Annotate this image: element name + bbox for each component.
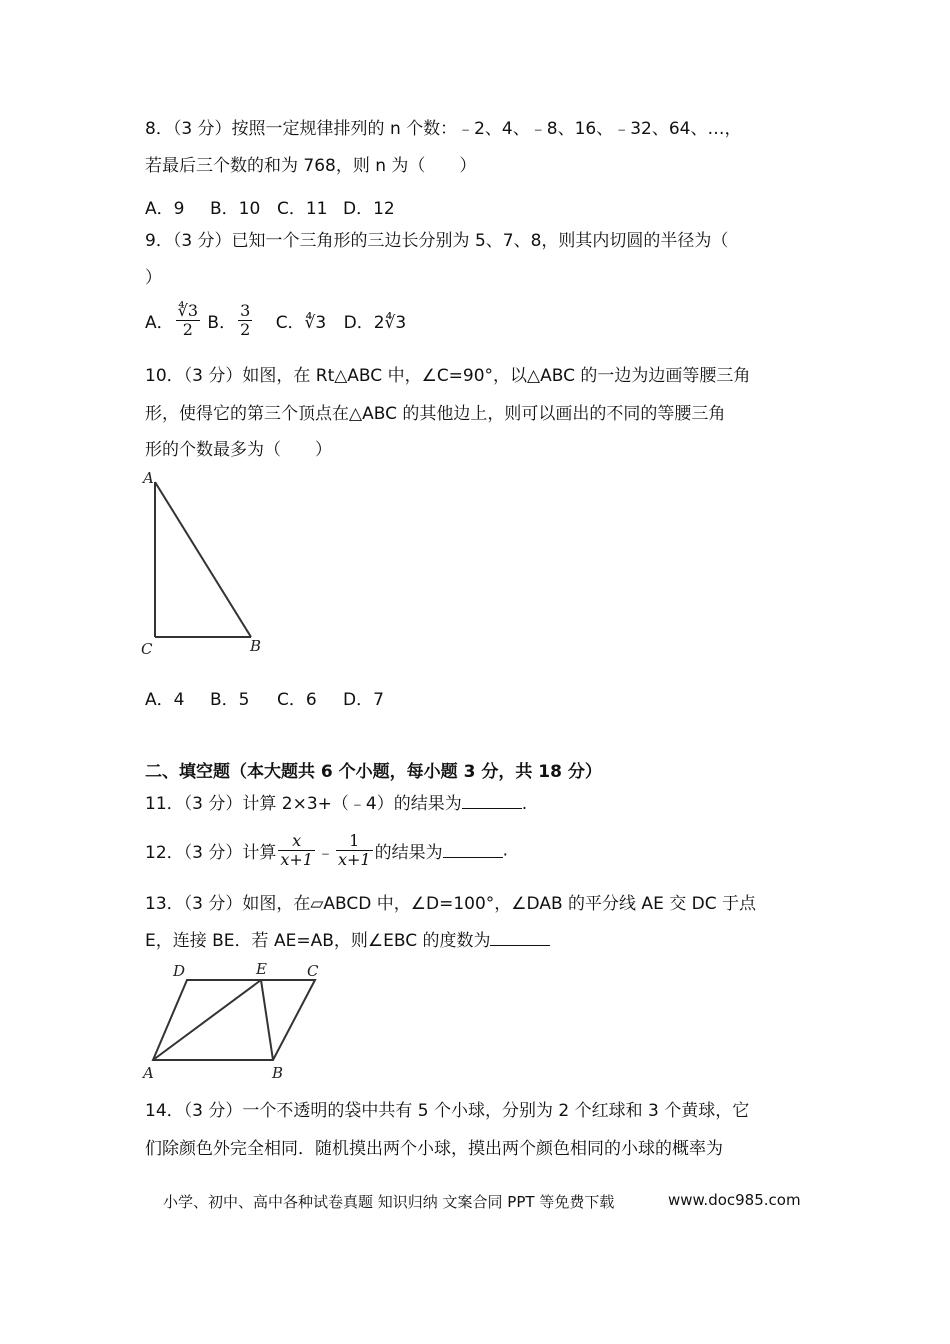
q14-line2: 们除颜色外完全相同．随机摸出两个小球，摸出两个颜色相同的小球的概率为 [145,1139,723,1159]
q13-line1: 13．（3 分）如图，在▱ABCD 中，∠D=100°，∠DAB 的平分线 AE 交 DC 于点 [145,894,756,914]
q14-line1: 14．（3 分）一个不透明的袋中共有 5 个小球，分别为 2 个红球和 3 个黄球，它 [145,1101,750,1121]
q12-suffix-text: 的结果为 [374,843,443,863]
q10-line3: 形的个数最多为（ ） [145,440,332,460]
q12-fraction-1 [278,832,315,869]
q9-option-a-label: A． [145,313,174,333]
q12-text: 12．（3 分）计算 [145,843,277,863]
q12-fraction-1-denominator: x+1 [280,850,313,869]
q12-fraction-1-numerator: x [278,832,315,851]
q12-suffix: . [502,840,508,861]
q13-answer-blank [490,931,550,946]
q11-answer-blank [462,794,522,809]
q10-option-d: D．7 [343,690,384,710]
footer-text: 小学、初中、高中各种试卷真题 知识归纳 文案合同 PPT 等免费下载 [163,1193,615,1211]
q9-option-b-fraction [238,302,252,339]
q9-option-b-numerator: 3 [240,301,251,320]
section-title-fill-in: 二、填空题（本大题共 6 个小题，每小题 3 分，共 18 分） [145,762,602,782]
q9-line2: ） [145,268,162,288]
q9-options [145,302,406,339]
label-c: C [307,962,319,980]
label-b: B [272,1064,284,1082]
parallelogram-abcd [153,980,315,1060]
q8-line2: 若最后三个数的和为 768，则 n 为（ ） [145,156,477,176]
q9-option-c: C．∜3 [275,313,327,333]
q9-option-a-numerator: ∜3 [177,301,199,320]
q8-option-a: A．9 [145,199,185,219]
q10-option-b: B．5 [210,690,250,710]
q9-option-d: D．2∜3 [343,313,407,333]
q8-option-b: B．10 [210,199,261,219]
q12-answer-blank [443,843,503,858]
q12-fraction-2-numerator: 1 [336,832,373,851]
q9-line1: 9．（3 分）已知一个三角形的三边长分别为 5、7、8，则其内切圆的半径为（ [145,231,729,251]
label-a: A [143,469,154,487]
q12-fraction-2 [336,832,373,869]
q11 [145,794,527,814]
q8-line1: 8．（3 分）按照一定规律排列的 n 个数：﹣2、4、﹣8、16、﹣32、64、…， [145,119,742,139]
side-ab [155,482,251,637]
q11-text: 11．（3 分）计算 2×3+（﹣4）的结果为 [145,794,462,814]
q12 [145,832,508,869]
q10-line2: 形，使得它的第三个顶点在△ABC 的其他边上，则可以画出的不同的等腰三角 [145,404,726,424]
label-e: E [256,960,267,978]
q8-option-c: C．11 [277,199,328,219]
q10-option-a: A．4 [145,690,185,710]
right-triangle-figure [135,465,275,665]
footer-link[interactable]: www.doc985.com [668,1191,801,1209]
q12-fraction-2-denominator: x+1 [337,850,371,869]
q9-option-b-denominator: 2 [240,320,251,339]
label-c: C [141,640,153,658]
label-a: A [143,1064,154,1082]
q8-option-d: D．12 [343,199,395,219]
q13-line2 [145,931,550,951]
q13-line2-text: E，连接 BE．若 AE=AB，则∠EBC 的度数为 [145,931,491,951]
label-d: D [173,962,186,980]
q9-option-a-fraction [176,302,200,339]
parallelogram-figure [135,958,335,1083]
q12-minus: ﹣ [316,843,334,863]
label-b: B [250,637,262,655]
q9-option-b-label: B． [207,313,237,333]
q10-option-c: C．6 [277,690,317,710]
q9-option-a-denominator: 2 [182,320,193,339]
q11-suffix: . [521,794,528,814]
segment-eb [261,980,273,1060]
q10-line1: 10．（3 分）如图，在 Rt△ABC 中，∠C=90°，以△ABC 的一边为边画等腰三角 [145,366,751,386]
